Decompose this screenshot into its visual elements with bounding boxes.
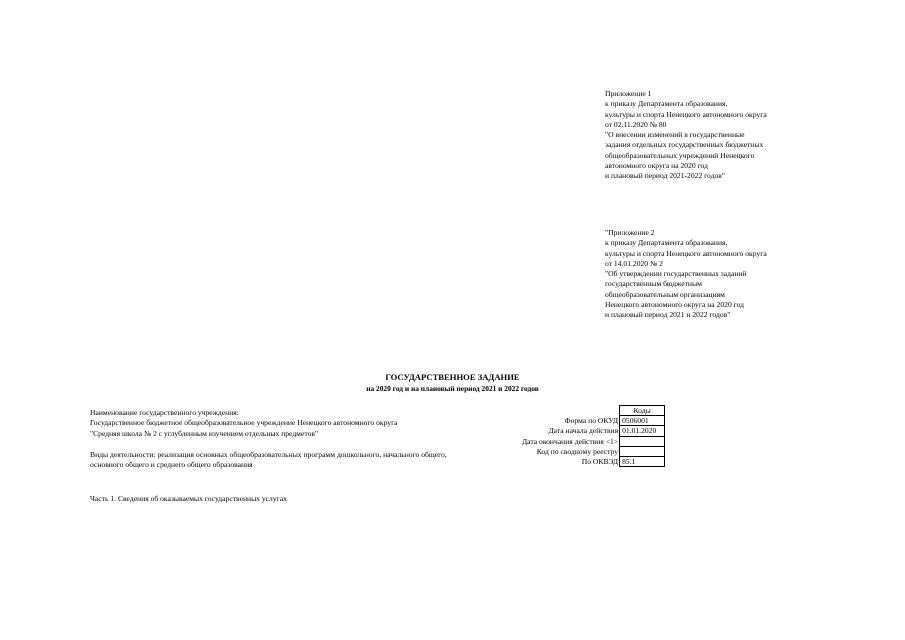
code-label: Форма по ОКУД (564, 416, 619, 426)
appendix-1-line: общеобразовательных учреждений Ненецкого (605, 150, 755, 160)
appendix-2-line: культуры и спорта Ненецкого автономного округа (605, 248, 767, 258)
appendix-2-line: "Приложение 2 (605, 228, 655, 237)
code-value: 85.1 (620, 456, 665, 466)
codes-header-row (520, 406, 665, 416)
appendix-1-line: и плановый период 2021-2022 годов" (605, 171, 725, 181)
code-label: По ОКВЭД (581, 456, 619, 466)
institution-name-line: Государственное бюджетное общеобразовательное учреждение Ненецкого автономного округа (90, 418, 398, 428)
institution-name-line: "Средняя школа № 2 с углубленным изучением отдельных предметов" (90, 428, 319, 438)
appendix-1-line: задания отдельных государственных бюджетных (605, 140, 764, 150)
codes-header: Коды (620, 406, 665, 416)
appendix-1-line: Приложение 1 (605, 89, 652, 98)
codes-row (520, 426, 665, 436)
appendix-2-line: от 14.01.2020 № 2 (605, 258, 663, 268)
appendix-1-line: культуры и спорта Ненецкого автономного округа (605, 109, 767, 119)
codes-row (520, 416, 665, 426)
appendix-1-line: автономного округа на 2020 год (605, 161, 708, 171)
institution-label: Наименование государственного учреждения: (90, 408, 239, 417)
appendix-2-line: Ненецкого автономного округа на 2020 год (605, 300, 745, 310)
codes-row (520, 446, 665, 456)
institution-info (90, 408, 398, 439)
code-value (620, 446, 665, 456)
code-label: Дата окончания действия <1> (522, 436, 619, 446)
document-subtitle: на 2020 год и на плановый период 2021 и 2022 годов (366, 384, 539, 393)
code-value: 0506001 (620, 416, 665, 426)
activity-types (90, 450, 447, 471)
appendix-1-note (605, 89, 767, 182)
code-value: 01.01.2020 (620, 426, 665, 436)
appendix-2-note (605, 228, 767, 321)
codes-row (520, 436, 665, 446)
document-title: ГОСУДАРСТВЕННОЕ ЗАДАНИЕ (385, 372, 520, 382)
appendix-2-line: общеобразовательным организациям (605, 289, 725, 299)
appendix-1-line: "О внесении изменений в государственные (605, 130, 745, 140)
appendix-2-line: "Об утверждении государственных заданий (605, 269, 747, 279)
appendix-1-line: от 02.11.2020 № 80 (605, 119, 667, 129)
appendix-1-line: к приказу Департамента образования, (605, 99, 728, 109)
part-1-heading: Часть 1. Сведения об оказываемых государственных услугах (90, 494, 287, 503)
appendix-2-line: государственным бюджетным (605, 279, 702, 289)
code-value (620, 436, 665, 446)
activity-line: Виды деятельности: реализация основных общеобразовательных программ дошкольного, начального общего, (90, 450, 447, 459)
code-label: Дата начала действия (548, 426, 619, 436)
code-label: Код по сводному реестру (536, 446, 619, 456)
codes-table (520, 405, 665, 467)
codes-row (520, 456, 665, 466)
appendix-2-line: к приказу Департамента образования, (605, 238, 728, 248)
appendix-2-line: и плановый период 2021 и 2022 годов" (605, 310, 731, 320)
activity-line: основного общего и среднего общего образования (90, 460, 253, 470)
